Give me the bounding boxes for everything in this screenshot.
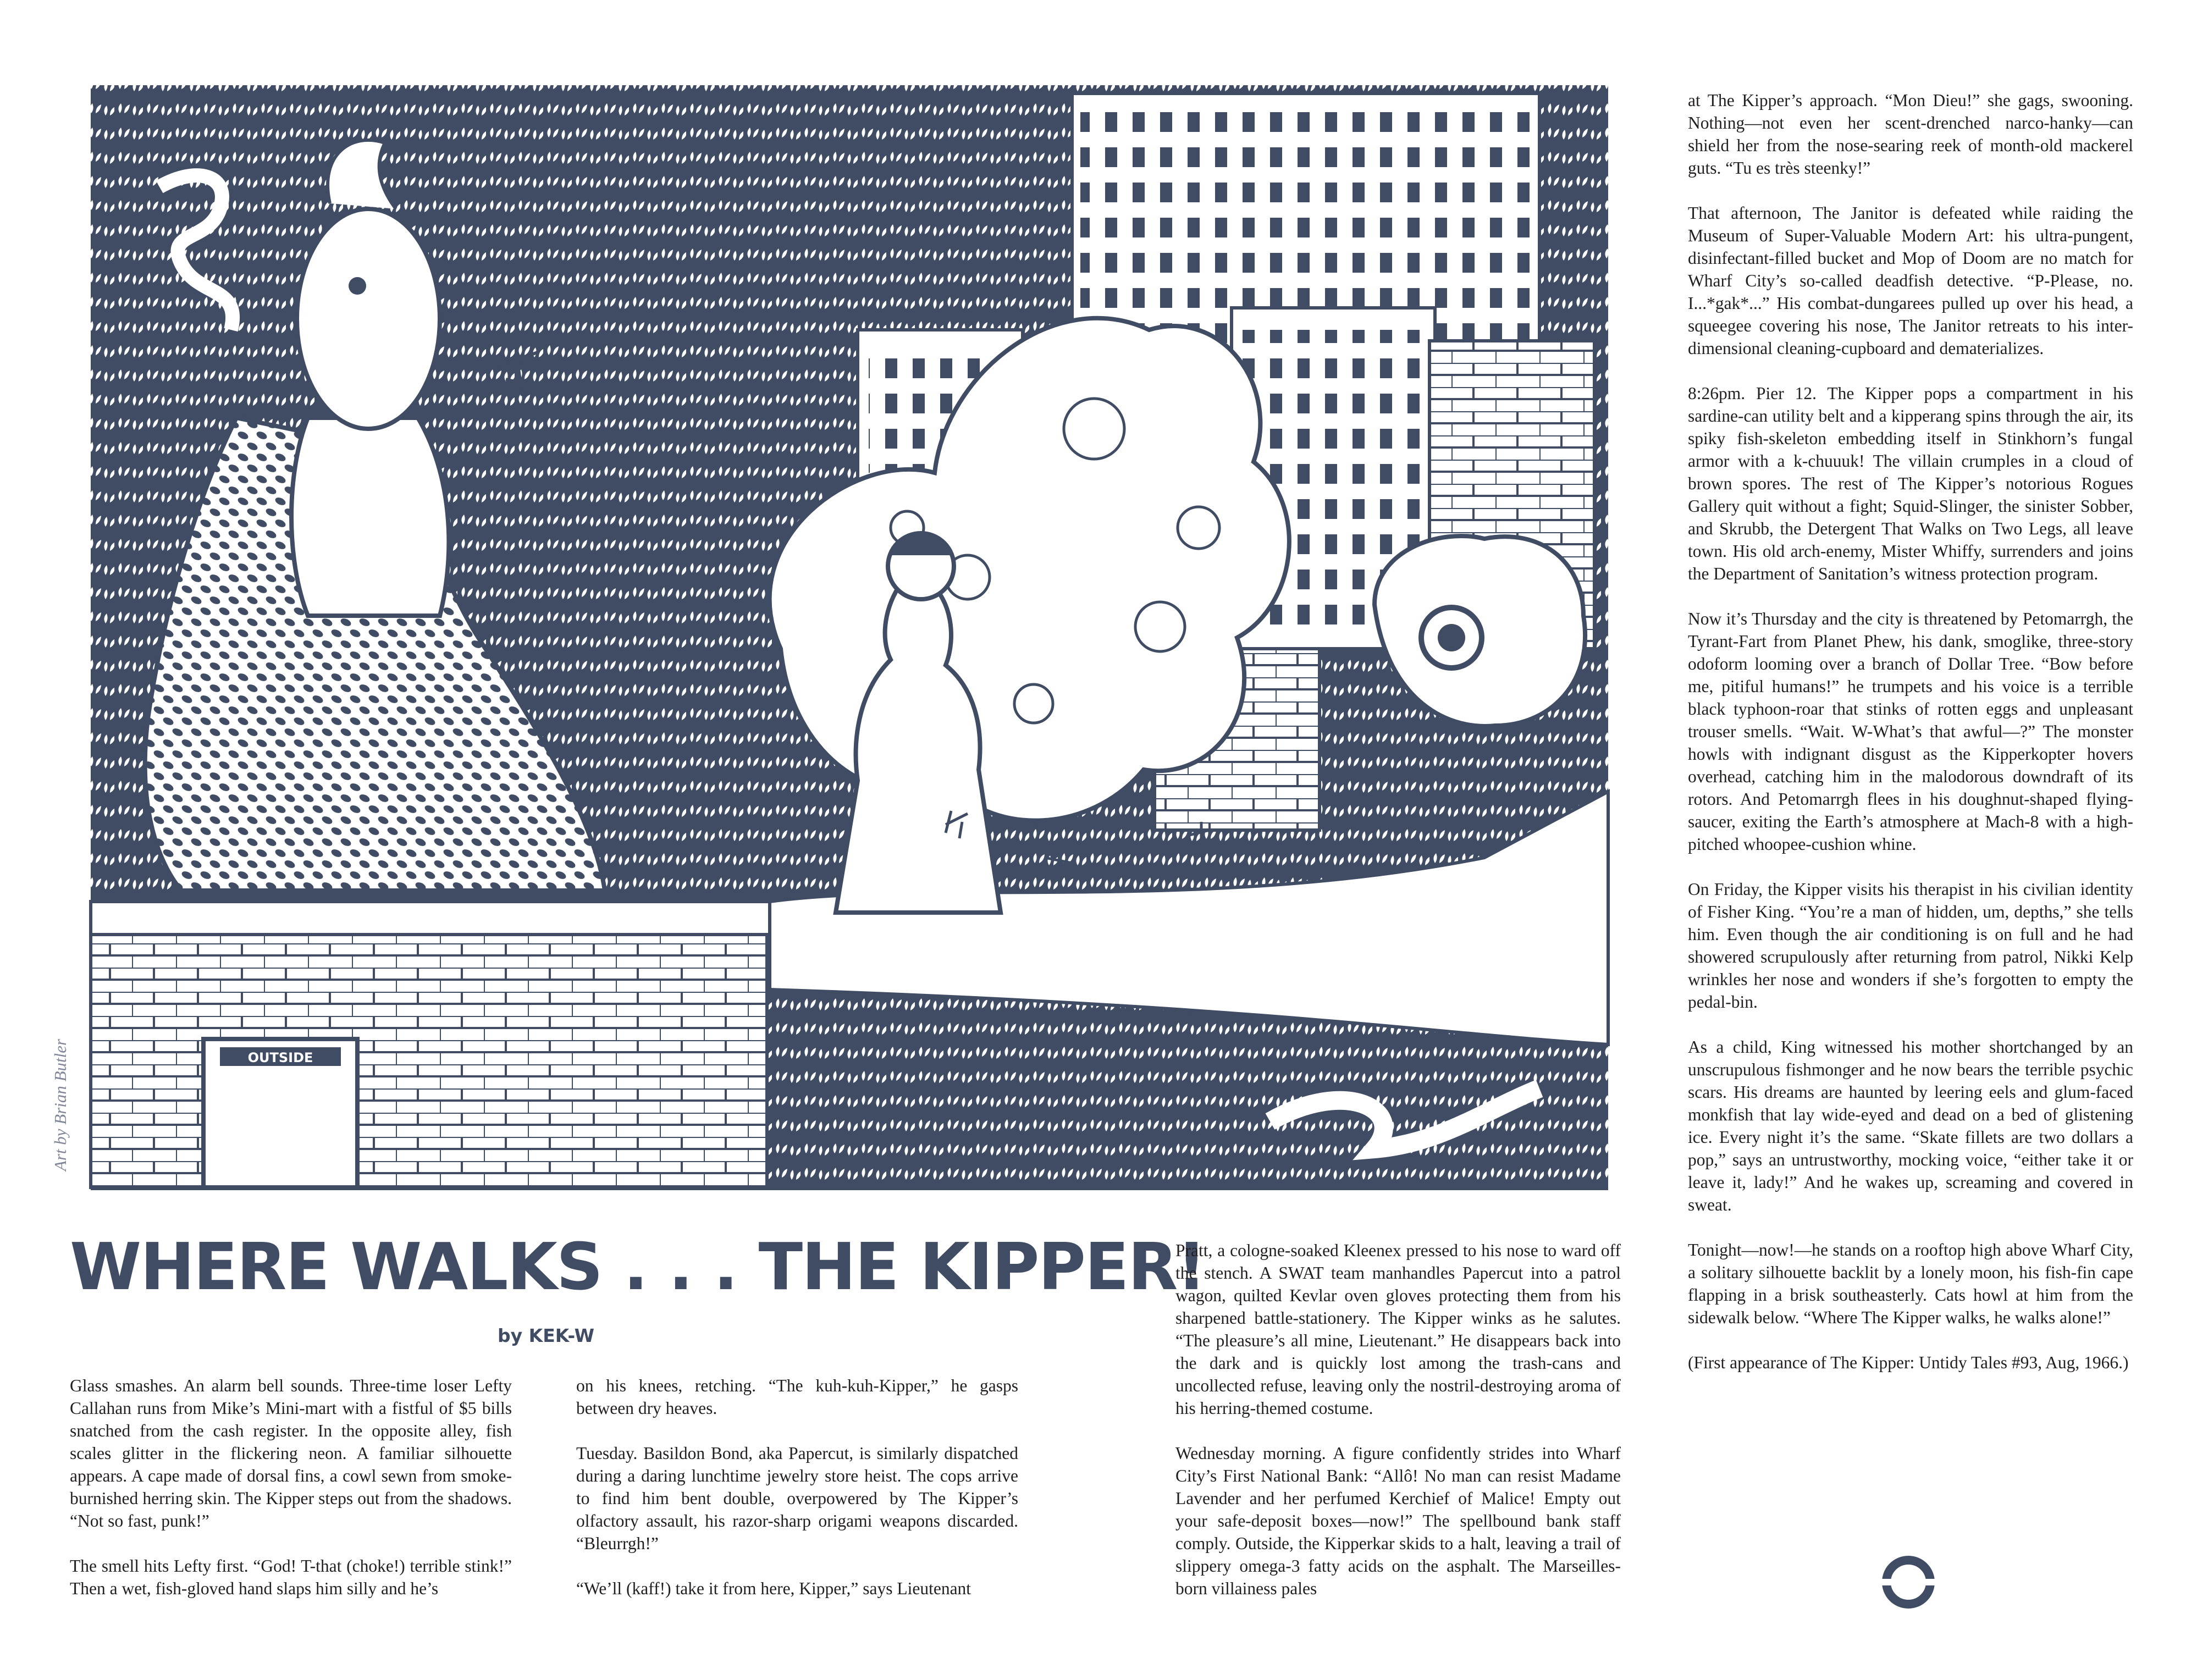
paragraph: on his knees, retching. “The kuh-kuh-Kipper,” he gasps between dry heaves. <box>576 1376 1018 1418</box>
paragraph: 8:26pm. Pier 12. The Kipper pops a compartment in his sardine-can utility belt and a kipperang spins through the air, its spiky fish-skeleton embedding itself in Stinkhorn’s fungal armor with a k-chuuuk! The villain crumples in a cloud of brown spores. The rest of The Kipper’s notorious Rogues Gallery quit without a fight; Squid-Slinger, the sinister Sobber, and Skrubb, the Detergent That Walks on Two Legs, all leave town. His old arch-enemy, Mister Whiffy, surrenders and joins the Department of Sanitation’s witness protection program. <box>1688 384 2133 583</box>
art-credit: Art by Brian Butler <box>51 1038 70 1171</box>
paragraph: Glass smashes. An alarm bell sounds. Three-time loser Lefty Callahan runs from Mike’s Mini-mart with a fistful of $5 bills snatched from the cash register. In the opposite alley, fish scales glitter in the flickering neon. A familiar silhouette appears. A cape made of dorsal fins, a cowl sewn from smoke-burnished herring skin. The Kipper steps out from the shadows. “Not so fast, punk!” <box>70 1376 512 1530</box>
paragraph: Pratt, a cologne-soaked Kleenex pressed to his nose to ward off the stench. A SWAT team manhandles Papercut into a patrol wagon, quilted Kevlar oven gloves protecting them from his sharpened battle-stationery. The Kipper winks as he salutes. “The pleasure’s all mine, Lieutenant.” He disappears back into the dark and is quickly lost among the trash-cans and uncollected refuse, leaving only the nostril-destroying aroma of his herring-themed costume. <box>1175 1241 1621 1418</box>
paragraph: “We’ll (kaff!) take it from here, Kipper,” says Lieutenant <box>576 1579 971 1598</box>
page-title: WHERE WALKS . . . THE KIPPER! <box>70 1229 1206 1305</box>
article-column-3 <box>1175 1239 1621 1622</box>
paragraph: As a child, King witnessed his mother shortchanged by an unscrupulous fishmonger and he now bears the terrible psychic scars. His dreams are haunted by leering eels and glum-faced monkfish that lay wide-eyed and dead on a bed of glistening ice. Every night it’s the same. “Skate fillets are two dollars a pop,” says an untrustworthy, mocking voice, “either take it or leave it, lady!” And he wakes up, screaming and covered in sweat. <box>1688 1037 2133 1214</box>
wall-sign: OUTSIDE <box>247 1050 313 1065</box>
article-column-4 <box>1688 89 2133 1396</box>
article-column-2 <box>576 1374 1018 1622</box>
paragraph: Tuesday. Basildon Bond, aka Papercut, is similarly dispatched during a daring lunchtime jewelry store heist. The cops arrive to find him bent double, overpowered by The Kipper’s olfactory assault, his razor-sharp origami weapons discarded. “Bleurrgh!” <box>576 1444 1018 1553</box>
paragraph: The smell hits Lefty first. “God! T-that (choke!) terrible stink!” Then a wet, fish-gloved hand slaps him silly and he’s <box>70 1556 512 1598</box>
article-column-1 <box>70 1374 512 1622</box>
end-mark-logo-icon <box>1882 1556 1935 1609</box>
paragraph: That afternoon, The Janitor is defeated while raiding the Museum of Super-Valuable Modern Art: his ultra-pungent, disinfectant-filled bucket and Mop of Doom are no match for Wharf City’s so-called deadfish detective. “P-Please, no. I...*gak*...” His combat-dungarees pulled up over his head, a squeegee covering his nose, The Janitor retreats to his inter-dimensional cleaning-cupboard and dematerializes. <box>1688 203 2133 358</box>
byline: by KEK-W <box>498 1325 595 1346</box>
paragraph: Wednesday morning. A figure confidently strides into Wharf City’s First National Bank: “Allô! No man can resist Madame Lavender and her perfumed Kerchief of Malice! Empty out your safe-deposit boxes—now!” The spellbound bank staff comply. Outside, the Kipperkar skids to a halt, leaving a trail of slippery omega-3 fatty acids on the asphalt. The Marseilles-born villainess pales <box>1175 1444 1621 1598</box>
brick-wall <box>91 924 767 1187</box>
kipper-head <box>297 209 440 429</box>
first-appearance-note: (First appearance of The Kipper: Untidy Tales #93, Aug, 1966.) <box>1688 1353 2129 1372</box>
kipper-body <box>291 418 449 616</box>
paragraph: On Friday, the Kipper visits his therapist in his civilian identity of Fisher King. “You’re a man of hidden, um, depths,” she tells him. Even though the air conditioning is on full and he had showered scrupulously after returning from patrol, Nikki Kelp wrinkles her nose and wonders if she’s forgotten to empty the pedal-bin. <box>1688 880 2133 1012</box>
paragraph: at The Kipper’s approach. “Mon Dieu!” she gags, swooning. Nothing—not even her scent-drenched narco-hanky—can shield her from the nose-searing reek of month-old mackerel guts. “Tu es très steenky!” <box>1688 91 2133 178</box>
paragraph: Tonight—now!—he stands on a rooftop high above Wharf City, a solitary silhouette backlit by a lonely moon, his fish-fin cape flapping in a brisk southeasterly. Cats howl at him from the sidewalk below. “Where The Kipper walks, he walks alone!” <box>1688 1240 2133 1327</box>
paragraph: Now it’s Thursday and the city is threatened by Petomarrgh, the Tyrant-Fart from Planet Phew, his dank, smoglike, three-story odoform looming over a branch of Dollar Tree. “Bow before me, pitiful humans!” he trumpets and his voice is a terrible black typhoon-roar that stinks of rotten eggs and unpleasant trouser smells. “Wait. W-What’s that awful—?” The monster howls with indignant disgust as the Kipperkopter hovers overhead, catching him in the malodorous downdraft of its rotors. And Petomarrgh flees in his doughnut-shaped flying-saucer, exiting the Earth’s atmosphere at Mach-8 with a high-pitched whoopee-cushion whine. <box>1688 609 2133 854</box>
